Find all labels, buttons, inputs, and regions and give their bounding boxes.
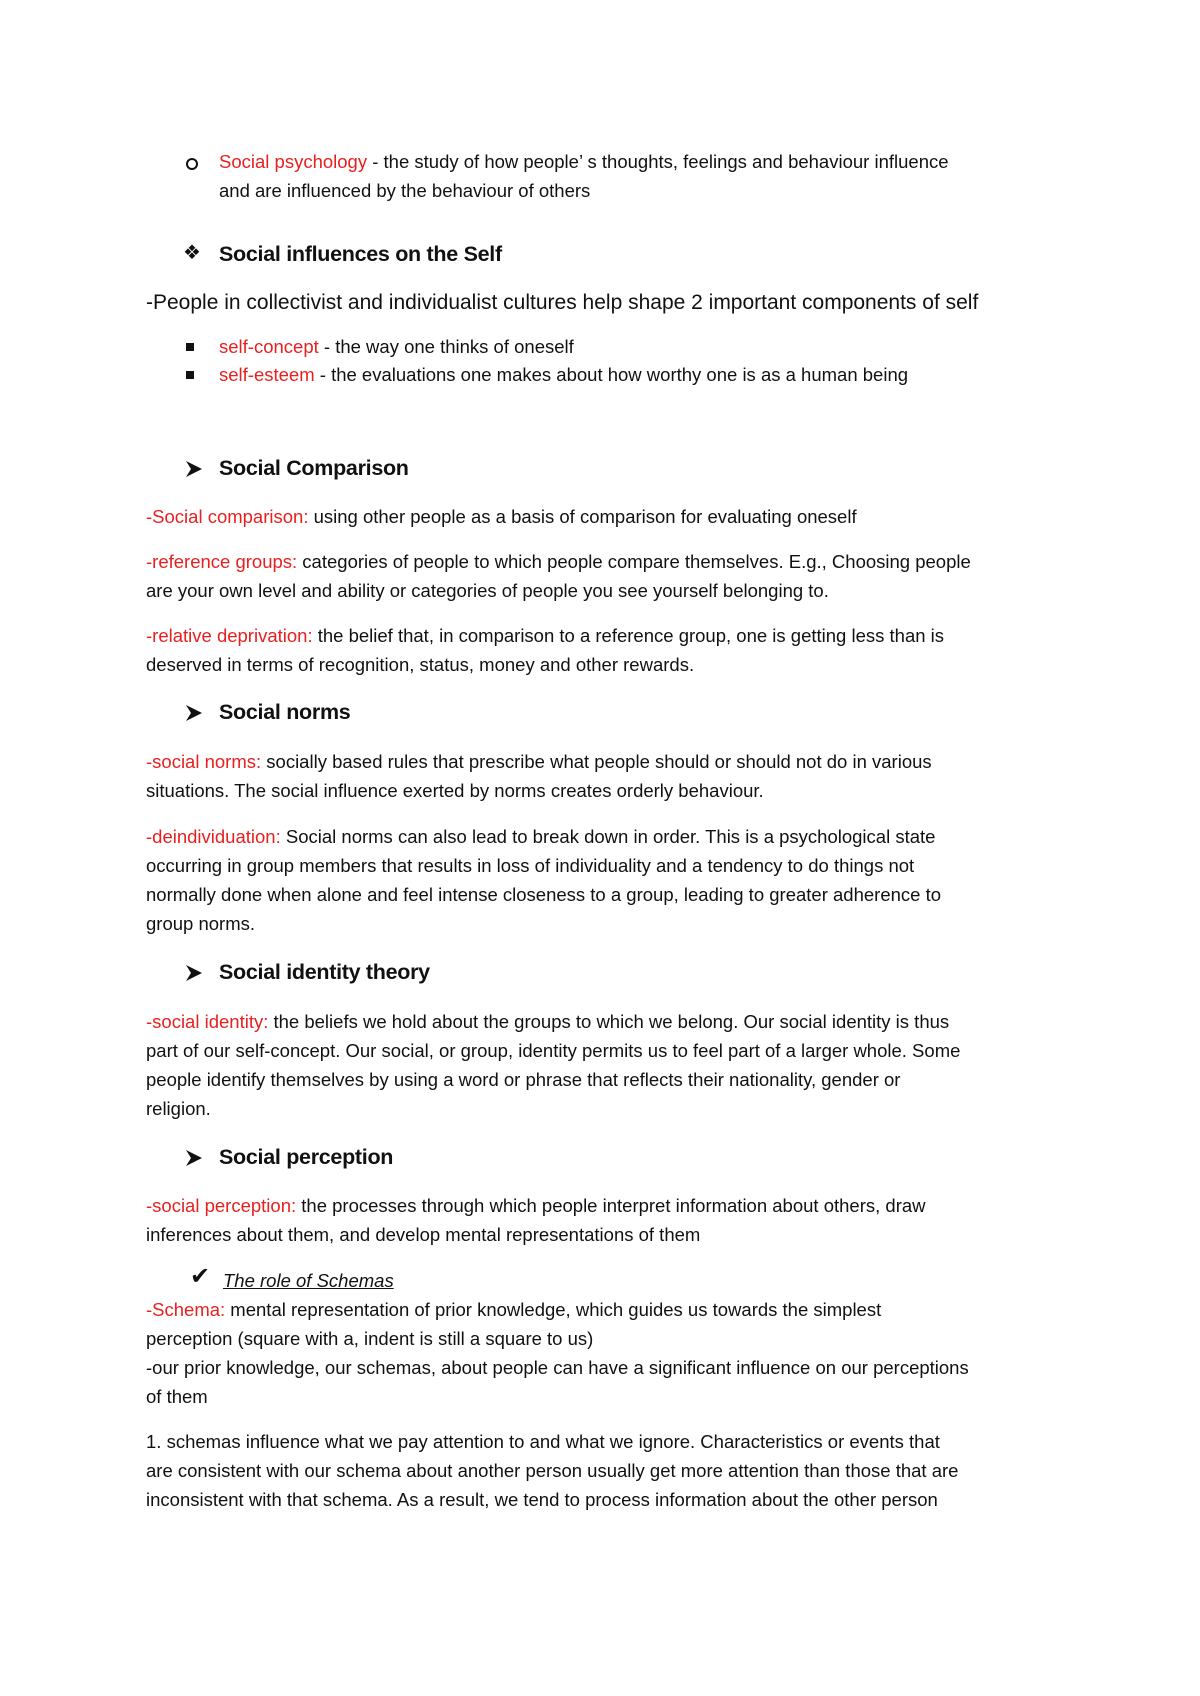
paragraph-relative-deprivation: -relative deprivation: the belief that, in comparison to a reference group, one is getting less than is deserved in terms of recognition, status, money and other rewards. — [146, 625, 945, 675]
paragraph-social-identity: -social identity: the beliefs we hold about the groups to which we belong. Our social identity is thus part of our self-concept. Our social, or group, identity permits us to feel part of a larger whole. Some people identify themselves by using a word or phrase that reflects their nationality, gender or religion. — [146, 1011, 961, 1119]
arrow-icon — [184, 963, 204, 983]
arrow-icon — [184, 1148, 204, 1168]
term-social-psychology: Social psychology — [219, 151, 368, 172]
paragraph-reference-groups: -reference groups: categories of people to which people compare themselves. E.g., Choosing people are your own level and ability or categories of people you see yourself belonging to. — [146, 551, 971, 601]
paragraph-social-norms: -social norms: socially based rules that prescribe what people should or should not do in various situations. The social influence exerted by norms creates orderly behaviour. — [146, 751, 932, 801]
square-bullet-icon — [186, 371, 194, 379]
paragraph-schema: -Schema: mental representation of prior knowledge, which guides us towards the simplest perception (square with a, indent is still a square to us) -our prior knowledge, our schemas, about people can have a significant influence on our perceptions of them — [146, 1299, 969, 1407]
subheading-role-of-schemas: The role of Schemas — [223, 1270, 394, 1291]
square-bullet-icon — [186, 343, 194, 351]
heading-social-comparison: Social Comparison — [219, 456, 409, 480]
list-item-self-concept: self-concept - the way one thinks of oneself — [219, 336, 574, 357]
heading-social-perception: Social perception — [219, 1145, 394, 1169]
intro-paragraph: Social psychology - the study of how people’ s thoughts, feelings and behaviour influence and are influenced by the behaviour of others — [219, 151, 949, 201]
arrow-icon — [184, 459, 204, 479]
self-lead-paragraph: -People in collectivist and individualist cultures help shape 2 important components of self — [146, 291, 979, 314]
heading-social-influences: Social influences on the Self — [219, 242, 502, 266]
paragraph-social-comparison: -Social comparison: using other people as a basis of comparison for evaluating oneself — [146, 506, 857, 527]
paragraph-deindividuation: -deindividuation: Social norms can also lead to break down in order. This is a psychological state occurring in group members that results in loss of individuality and a tendency to do things not normally done when alone and feel intense closeness to a group, leading to greater adherence to group norms. — [146, 826, 942, 934]
paragraph-numbered-1: 1. schemas influence what we pay attention to and what we ignore. Characteristics or events that are consistent with our schema about another person usually get more attention than those that are inconsistent with that schema. As a result, we tend to process information about the other person — [146, 1431, 959, 1510]
check-icon: ✔ — [190, 1263, 211, 1290]
heading-social-identity: Social identity theory — [219, 960, 430, 984]
list-item-self-esteem: self-esteem - the evaluations one makes about how worthy one is as a human being — [219, 364, 909, 385]
diamond-icon: ❖ — [183, 242, 201, 264]
circle-bullet-icon — [186, 158, 198, 170]
arrow-icon — [184, 703, 204, 723]
heading-social-norms: Social norms — [219, 700, 351, 724]
paragraph-social-perception: -social perception: the processes through which people interpret information about others, draw inferences about them, and develop mental representations of them — [146, 1195, 926, 1245]
